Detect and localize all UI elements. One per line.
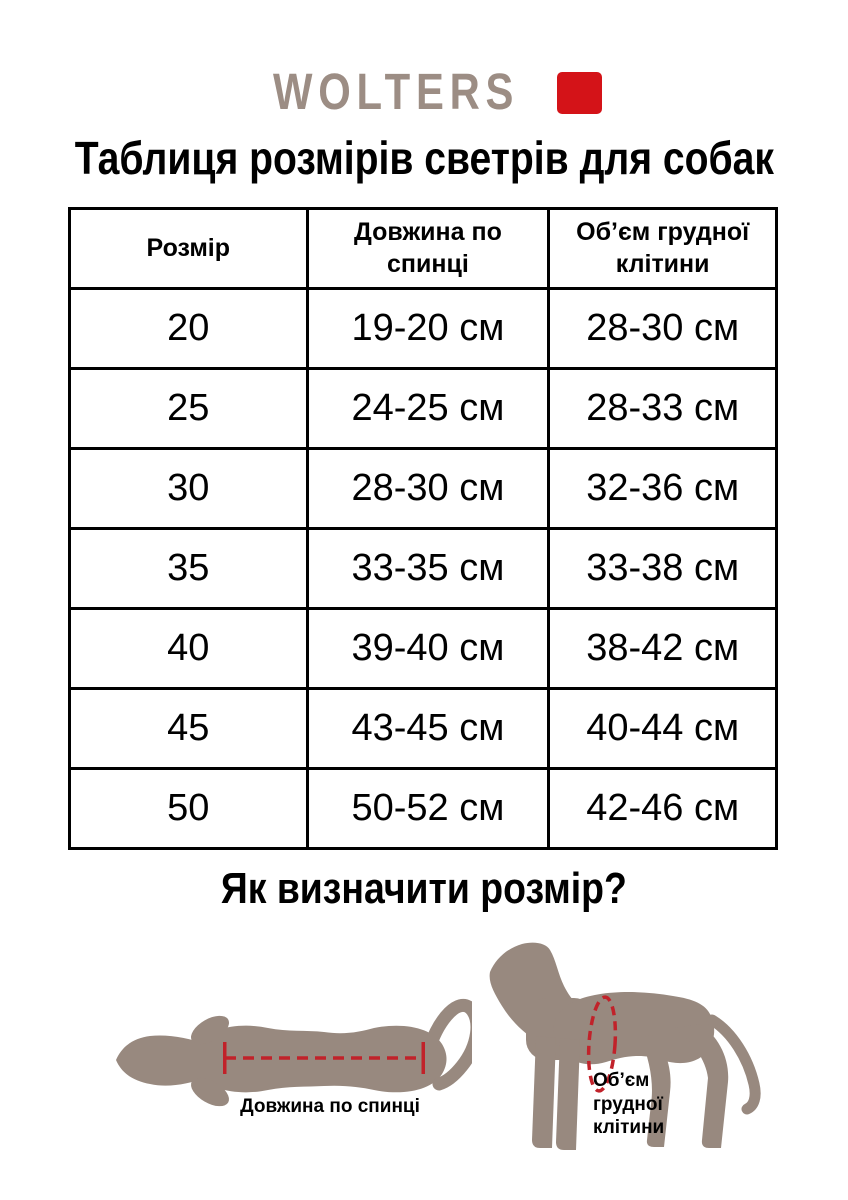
table-row [70,609,777,689]
column-header-chest-girth: Об’єм грудної клітини [549,209,777,289]
table-cell: 28-33 см [549,369,777,449]
table-cell: 19-20 см [307,289,549,369]
chest-girth-label-line2: грудної [593,1093,663,1115]
table-row [70,289,777,369]
table-row [70,769,777,849]
table-cell: 20 [70,289,308,369]
header-row [70,209,777,289]
brand-logo-text: WOLTERS [273,63,520,120]
table-cell: 40 [70,609,308,689]
table-cell: 32-36 см [549,449,777,529]
size-table-body [70,289,777,849]
how-to-heading [0,864,848,914]
table-cell: 50-52 см [307,769,549,849]
chest-girth-label [593,1069,664,1140]
column-header-back-length: Довжина по спинці [307,209,549,289]
table-cell: 50 [70,769,308,849]
brand-logo-red-square-icon [557,72,602,114]
size-table [68,207,778,850]
table-cell: 42-46 см [549,769,777,849]
table-cell: 40-44 см [549,689,777,769]
table-cell: 30 [70,449,308,529]
brand-logo [0,62,848,121]
table-cell: 43-45 см [307,689,549,769]
chest-girth-label-line1: Об’єм [593,1070,650,1091]
table-cell: 25 [70,369,308,449]
table-cell: 45 [70,689,308,769]
table-cell: 24-25 см [307,369,549,449]
table-cell: 33-35 см [307,529,549,609]
table-cell: 38-42 см [549,609,777,689]
back-length-label: Довжина по спинці [240,1096,420,1117]
table-cell: 33-38 см [549,529,777,609]
size-table-header [70,209,777,289]
page-title [0,131,848,185]
table-row [70,369,777,449]
table-cell: 35 [70,529,308,609]
table-row [70,449,777,529]
table-row [70,529,777,609]
chest-girth-label-line3: клітини [593,1117,665,1138]
how-to-heading-text: Як визначити розмір? [220,864,628,913]
table-cell: 28-30 см [307,449,549,529]
table-cell: 39-40 см [307,609,549,689]
page-title-text: Таблиця розмірів светрів для собак [74,132,774,184]
table-cell: 28-30 см [549,289,777,369]
table-row [70,689,777,769]
column-header-size: Розмір [70,209,308,289]
